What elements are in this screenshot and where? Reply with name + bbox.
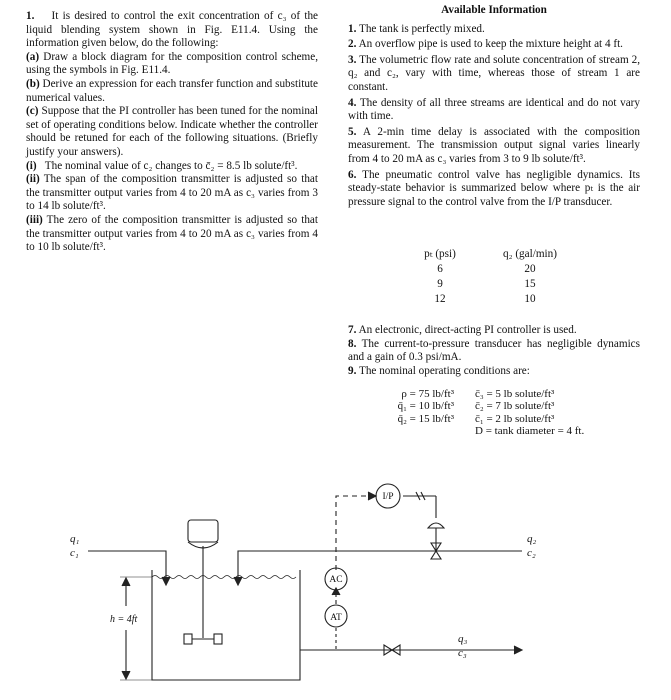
situation-i: (i) The nominal value of c₂ changes to c̄₂ = 8.5 lb solute/ft³. [26,159,298,172]
table-cell: 9 [437,277,443,290]
info-item-4: 4. The density of all three streams are identical and do not vary with time. [348,96,640,123]
table-cell: 6 [437,262,443,275]
problem-intro: 1. It is desired to control the exit concentration of c₃ of the liquid blending system shown in Fig. E11.4. Using the information given below, do the following: [26,10,319,50]
condition: c̄₂ = 7 lb solute/ft³ [475,400,555,413]
ac-label: AC [329,575,343,585]
controller-output-signal [336,496,374,570]
table-cell: 20 [524,262,536,275]
table-header: q₂ (gal/min) [503,247,557,260]
tank-wall [152,570,300,680]
ip-label: I/P [382,492,394,502]
table-cell: 12 [434,292,446,305]
situation-iii: (iii) The zero of the composition transmitter is adjusted so that the transmitter output varies from 4 to 20 mA as c₃ varies from 4 to 10 lb solute/ft³. [26,213,318,254]
part-b: (b) Derive an expression for each transfer function and substitute numerical values. [26,77,318,104]
c1-label: c₁ [70,547,79,559]
info-title: Available Information [441,4,547,16]
situation-ii: (ii) The span of the composition transmitter is adjusted so that the transmitter output varies from 4 to 20 mA as c₃ varies from 3 to 14 lb solute/ft³. [26,173,318,213]
info-item-2: 2. An overflow pipe is used to keep the mixture height at 4 ft. [348,38,623,51]
info-item-5: 5. A 2-min time delay is associated with the composition measurement. The transmission output signal varies linearly from 4 to 20 mA as c₃ varies from 3 to 9 lb solute/ft³. [348,125,640,165]
info-item-1: 1. The tank is perfectly mixed. [348,22,485,35]
liquid-surface [152,576,296,579]
at-label: AT [330,613,342,623]
problem-number: 1. [26,10,35,22]
c3-label: c₃ [458,647,467,659]
condition: D = tank diameter = 4 ft. [475,425,585,438]
inlet-stream-1-pipe [88,551,166,583]
height-label: h = 4ft [110,614,138,625]
info-item-9: 9. The nominal operating conditions are: [348,364,530,377]
q2-label: q₂ [527,533,537,545]
condition: q̄₁ = 10 lb/ft³ [397,400,454,413]
table-cell: 15 [524,277,536,290]
info-item-7: 7. An electronic, direct-acting PI controller is used. [348,324,577,336]
condition: c̄₃ = 5 lb solute/ft³ [475,388,555,400]
table-header: pₜ (psi) [424,248,456,260]
q1-label: q₁ [70,533,80,545]
part-c: (c) Suppose that the PI controller has been tuned for the nominal set of operating conditions below. Indicate whether the controller should be retuned for each of the following situations. (Briefly justify your answers). [26,105,318,158]
mixer-motor [188,520,218,542]
c2-label: c₂ [527,547,536,559]
impeller [184,634,192,644]
condition: c̄₁ = 2 lb solute/ft³ [475,412,555,425]
info-item-3: 3. The volumetric flow rate and solute concentration of stream 2, q₂ and c₂, vary with time, whereas those of stream 1 are constant. [348,53,640,93]
condition: q̄₂ = 15 lb/ft³ [397,412,454,425]
q3-label: q₃ [458,633,468,645]
part-a: (a) Draw a block diagram for the composition control scheme, using the symbols in Fig. E11.4. [26,50,319,77]
table-cell: 10 [524,292,536,305]
info-item-6: 6. The pneumatic control valve has negligible dynamics. Its steady-state behavior is summarized below where pₜ is the air pressure signal to the control valve from the I/P transducer. [348,168,640,208]
condition: ρ = 75 lb/ft³ [401,388,454,400]
info-item-8: 8. The current-to-pressure transducer has negligible dynamics and a gain of 0.3 psi/mA. [348,337,640,364]
